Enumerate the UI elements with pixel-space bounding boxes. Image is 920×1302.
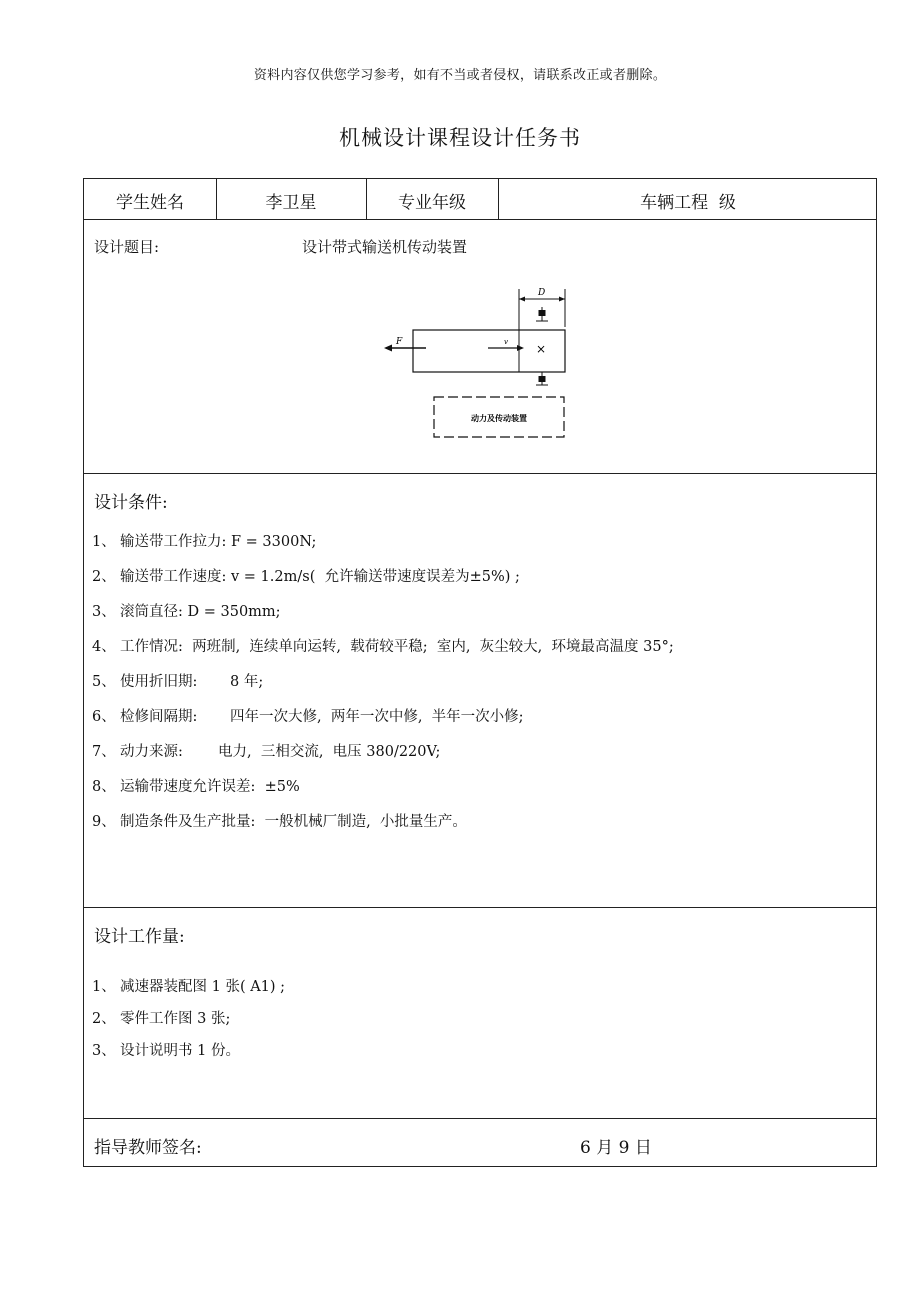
page-title: 机械设计课程设计任务书 [339,126,581,150]
row-divider [84,1118,876,1119]
item-text: 工作情况: 两班制, 连续单向运转, 载荷较平稳; 室内, 灰尘较大, 环境最高温度 35°; [120,639,674,655]
item-number: 1、 [92,979,116,995]
major-grade-value: 车辆工程 级 [640,193,736,213]
task-table [83,178,877,1167]
bearing-icon [539,376,546,382]
student-name-value: 李卫星 [265,193,317,213]
item-text: 输送带工作速度: v = 1.2m/s( 允许输送带速度误差为±5%) ; [120,569,520,585]
item-number: 4、 [92,639,116,655]
row-divider [84,473,876,474]
item-value: 四年一次大修, 两年一次中修, 半年一次小修; [230,709,524,725]
topic-value: 设计带式输送机传动装置 [302,238,468,256]
item-text: 运输带速度允许误差: ±5% [120,779,300,795]
arrow-head [519,297,525,302]
student-name-label: 学生姓名 [116,193,184,213]
force-f-label: F [396,337,403,347]
condition-item [92,810,467,831]
condition-item [92,530,316,551]
item-text: 零件工作图 3 张; [120,1011,231,1027]
item-number: 8、 [92,779,116,795]
arrow-head [384,345,392,352]
item-value: 8 年; [230,674,264,690]
conveyor-diagram [380,283,572,441]
item-text: 输送带工作拉力: F = 3300N; [120,534,317,550]
item-number: 1、 [92,534,116,550]
item-number: 6、 [92,709,116,725]
condition-item [92,635,674,656]
condition-item [92,565,520,586]
item-number: 2、 [92,1011,116,1027]
velocity-v-label: v [504,338,508,346]
condition-item [92,705,524,726]
condition-item [92,775,300,796]
row-divider [84,907,876,908]
item-text: 滚筒直径: D = 350mm; [120,604,281,620]
item-number: 2、 [92,569,116,585]
advisor-signature-label: 指导教师签名: [94,1138,202,1158]
arrow-head [559,297,565,302]
workload-item [92,1007,230,1028]
copyright-notice: 资料内容仅供您学习参考，如有不当或者侵权，请联系改正或者删除。 [253,68,667,83]
workload-item [92,1039,240,1060]
item-label: 检修间隔期: [120,709,198,725]
item-text: 减速器装配图 1 张( A1) ; [120,979,286,995]
workload-header: 设计工作量: [94,927,185,947]
item-text: 制造条件及生产批量: 一般机械厂制造, 小批量生产。 [120,814,467,830]
bearing-icon [539,310,546,316]
item-number: 5、 [92,674,116,690]
signature-date: 6 月 9 日 [580,1138,652,1158]
drum-center-mark: × [536,342,547,356]
item-number: 3、 [92,604,116,620]
item-number: 9、 [92,814,116,830]
conditions-header: 设计条件: [94,493,168,513]
item-number: 3、 [92,1043,116,1059]
item-label: 使用折旧期: [120,674,198,690]
item-number: 7、 [92,744,116,760]
item-text: 设计说明书 1 份。 [120,1043,240,1059]
dimension-d-label: D [538,288,546,298]
item-label: 动力来源: [120,744,183,760]
power-unit-label: 动力及传动装置 [471,413,527,423]
topic-label: 设计题目: [94,238,160,256]
item-value: 电力, 三相交流, 电压 380/220V; [218,744,441,760]
condition-item [92,670,263,691]
condition-item [92,600,281,621]
condition-item [92,740,440,761]
major-grade-label: 专业年级 [398,193,466,213]
arrow-head [517,345,524,351]
row-divider [84,219,876,220]
workload-item [92,975,285,996]
